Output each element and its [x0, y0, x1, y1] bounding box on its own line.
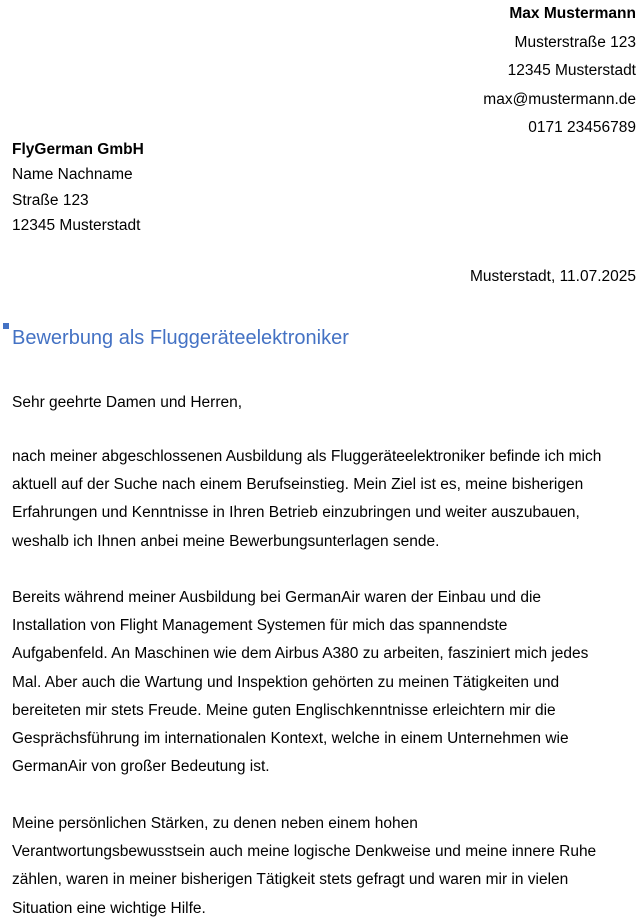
paragraph-1	[12, 443, 636, 556]
paragraph-line: nach meiner abgeschlossenen Ausbildung als Fluggeräteelektroniker befinde ich mich	[12, 448, 602, 465]
recipient-contact: Name Nachname	[12, 166, 133, 184]
letter-date: Musterstadt, 11.07.2025	[469, 268, 636, 285]
paragraph-2	[12, 584, 636, 781]
paragraph-line: Mal. Aber auch die Wartung und Inspektion gehörten zu meinen Tätigkeiten und	[12, 673, 560, 691]
paragraph-line: GermanAir von großer Bedeutung ist.	[12, 758, 270, 776]
sender-city: 12345 Musterstadt	[507, 62, 636, 80]
heading-marker	[3, 323, 9, 329]
paragraph-line: Meine persönlichen Stärken, zu denen neben einem hohen	[12, 815, 418, 832]
paragraph-line: zählen, waren in meiner bisherigen Tätigkeit stets gefragt und waren mir in vielen	[12, 871, 569, 889]
paragraph-line: Aufgabenfeld. An Maschinen wie dem Airbus A380 zu arbeiten, fasziniert mich jedes	[12, 645, 589, 663]
salutation: Sehr geehrte Damen und Herren,	[12, 394, 243, 411]
paragraph-line: Bereits während meiner Ausbildung bei GermanAir waren der Einbau und die	[12, 589, 542, 606]
paragraph-line: Erfahrungen und Kenntnisse in Ihren Betrieb einzubringen und weiter auszubauen,	[12, 504, 580, 522]
sender-phone: 0171 23456789	[528, 119, 636, 137]
recipient-address-block	[12, 137, 144, 238]
sender-address-block	[483, 0, 636, 143]
paragraph-line: Gesprächsführung im internationalen Kontext, welche in einem Unternehmen wie	[12, 730, 569, 748]
paragraph-line: weshalb ich Ihnen anbei meine Bewerbungsunterlagen sende.	[12, 532, 440, 550]
sender-name: Max Mustermann	[509, 5, 636, 22]
sender-street: Musterstraße 123	[514, 33, 636, 51]
paragraph-line: aktuell auf der Suche nach einem Berufseinstieg. Mein Ziel ist es, meine bisherigen	[12, 476, 584, 494]
paragraph-line: Verantwortungsbewusstsein auch meine logische Denkweise und meine innere Ruhe	[12, 843, 597, 861]
recipient-street: Straße 123	[12, 191, 89, 209]
recipient-company: FlyGerman GmbH	[12, 141, 144, 158]
paragraph-3	[12, 810, 636, 923]
letter-subject: Bewerbung als Fluggeräteelektroniker	[12, 327, 349, 349]
recipient-city: 12345 Musterstadt	[12, 216, 141, 234]
paragraph-line: bereiteten mir stets Freude. Meine guten Englischkenntnisse erleichtern mir die	[12, 701, 556, 719]
paragraph-line: Installation von Flight Management Systemen für mich das spannendste	[12, 617, 508, 635]
sender-email: max@mustermann.de	[483, 90, 636, 108]
paragraph-line: Situation eine wichtige Hilfe.	[12, 899, 206, 917]
